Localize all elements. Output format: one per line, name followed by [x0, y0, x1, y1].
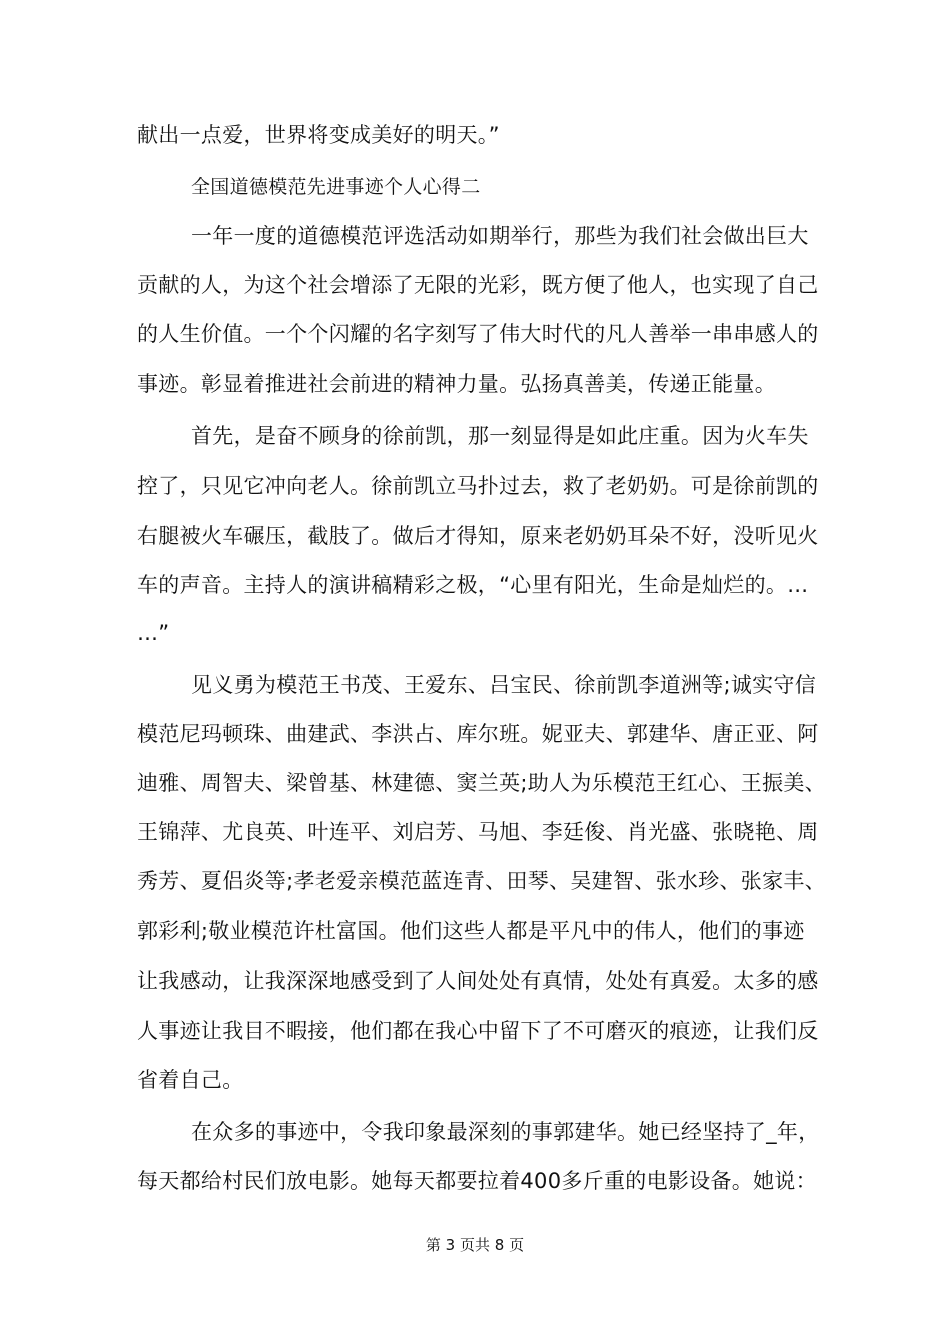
text-line: 献出一点爱，世界将变成美好的明天。”	[137, 123, 500, 147]
text-line: 见义勇为模范王书茂、王爱东、吕宝民、徐前凯李道洲等;诚实守信	[191, 673, 817, 697]
text-line: 秀芳、夏侣炎等;孝老爱亲模范蓝连青、田琴、吴建智、张水珍、张家丰、	[137, 869, 826, 893]
text-line: 省着自己。	[137, 1068, 244, 1092]
text-line: 迪雅、周智夫、梁曾基、林建德、窦兰英;助人为乐模范王红心、王振美、	[137, 771, 826, 795]
text-line: 模范尼玛顿珠、曲建武、李洪占、库尔班。妮亚夫、郭建华、唐正亚、阿	[137, 722, 819, 746]
text-line: 首先，是奋不顾身的徐前凯，那一刻显得是如此庄重。因为火车失	[191, 424, 809, 448]
text-line: 控了，只见它冲向老人。徐前凯立马扑过去，救了老奶奶。可是徐前凯的	[137, 474, 819, 498]
text-line: 右腿被火车碾压，截肢了。做后才得知，原来老奶奶耳朵不好，没听见火	[137, 524, 819, 548]
text-line: 的人生价值。一个个闪耀的名字刻写了伟大时代的凡人善举一串串感人的	[137, 322, 819, 346]
text-line: 郭彩利;敬业模范许杜富国。他们这些人都是平凡中的伟人，他们的事迹	[137, 919, 805, 943]
text-line: 车的声音。主持人的演讲稿精彩之极，“心里有阳光，生命是灿烂的。…	[137, 573, 809, 597]
text-line: 王锦萍、尤良英、叶连平、刘启芳、马旭、李廷俊、肖光盛、张晓艳、周	[137, 820, 819, 844]
text-line: 一年一度的道德模范评选活动如期举行，那些为我们社会做出巨大	[191, 224, 809, 248]
text-line: …”	[137, 621, 170, 645]
text-line: 人事迹让我目不暇接，他们都在我心中留下了不可磨灭的痕迹，让我们反	[137, 1019, 819, 1043]
text-line: 在众多的事迹中，令我印象最深刻的事郭建华。她已经坚持了_年，	[191, 1120, 820, 1144]
text-line: 事迹。彰显着推进社会前进的精神力量。弘扬真善美，传递正能量。	[137, 372, 776, 396]
page-number-footer: 第 3 页共 8 页	[425, 1236, 525, 1254]
text-line: 让我感动，让我深深地感受到了人间处处有真情，处处有真爱。太多的感	[137, 969, 819, 993]
text-line: 每天都给村民们放电影。她每天都要拉着400多斤重的电影设备。她说：	[137, 1169, 817, 1193]
text-line: 贡献的人，为这个社会增添了无限的光彩，既方便了他人，也实现了自己	[137, 273, 819, 297]
section-heading: 全国道德模范先进事迹个人心得二	[191, 176, 481, 198]
